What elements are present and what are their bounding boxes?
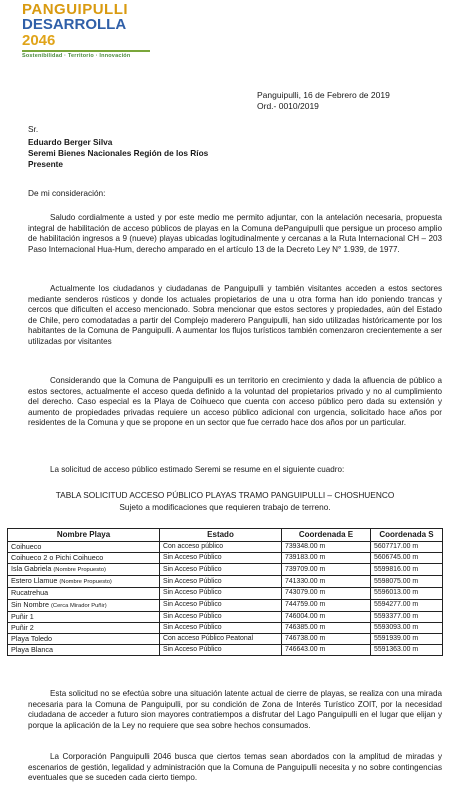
paragraph-4: La solicitud de acceso público estimado Seremi se resume en el siguiente cuadro: xyxy=(50,465,345,474)
cell-coord-e: 746385.00 m xyxy=(282,622,371,633)
letter-date: Panguipulli, 16 de Febrero de 2019 xyxy=(257,90,390,100)
closing-paragraph-1: Esta solicitud no se efectúa sobre una situación latente actual de cierre de playas, se realiza con una mirada necesaria para la Comuna de Panguipulli, por su condición de Zona de Interés Turístico ZOIT, por la necesidad ciudadana de acceder a futuro sion mayores contratiempos a disfrutar del Lago Panguipulli en el lugar que elijan y porque la aplicación de la Ley no requiere que sea sobre hechos consumados. xyxy=(28,689,442,730)
cell-estado: Con acceso Público Peatonal xyxy=(160,633,282,644)
table-row xyxy=(8,553,443,564)
beach-name: Estero Llamue xyxy=(11,576,60,586)
header-estado: Estado xyxy=(160,529,282,542)
beach-name-note: (Nombre Propuesto) xyxy=(53,567,106,574)
cell-estado: Con acceso público xyxy=(160,542,282,553)
logo-word: DESARROLLA xyxy=(22,16,126,33)
beach-name-note: (Cerca Mirador Puñir) xyxy=(50,602,107,609)
table-header-row xyxy=(8,529,443,542)
paragraph-3: Considerando que la Comuna de Panguipulli es un territorio en crecimiento y dada la afluencia de público a estos sectores, actualmente el acceso queda definido a la voluntad del propietarios privado y no al cumplimiento del derecho. Caso especial es la Playa de Coihueco que cuenta con acceso público pero dada su extensión y aumento de propiedades privadas requiere un acceso público adicional con urgencia, solicitado hace años por residentes de la Comuna y que se propone en un sector que fue cerrado hace dos años por un particular. xyxy=(28,376,442,428)
cell-nombre xyxy=(8,622,160,633)
beach-name: Rucatrehua xyxy=(11,588,49,598)
recipient-presente: Presente xyxy=(28,159,64,169)
header-nombre: Nombre Playa xyxy=(8,529,160,542)
cell-estado: Sin Acceso Público xyxy=(160,645,282,656)
table-row xyxy=(8,564,443,576)
beach-name: Isla Gabriela xyxy=(11,564,54,574)
cell-coord-s: 5598075.00 m xyxy=(371,576,443,588)
cell-nombre xyxy=(8,553,160,564)
cell-coord-s: 5591363.00 m xyxy=(371,645,443,656)
recipient-name: Eduardo Berger Silva xyxy=(28,137,113,147)
beach-name: Sin Nombre xyxy=(11,599,51,609)
cell-coord-e: 746643.00 m xyxy=(282,645,371,656)
cell-estado: Sin Acceso Público xyxy=(160,611,282,622)
logo-tagline: Sostenibilidad · Territorio · Innovación xyxy=(22,53,131,59)
cell-coord-e: 741330.00 m xyxy=(282,576,371,588)
cell-nombre xyxy=(8,564,160,576)
logo-line1: PANGUIPULLI xyxy=(22,1,129,18)
table-subtitle: Sujeto a modificaciones que requieren trabajo de terreno. xyxy=(119,502,331,512)
table-title: TABLA SOLICITUD ACCESO PÚBLICO PLAYAS TRAMO PANGUIPULLI – CHOSHUENCO xyxy=(55,490,395,500)
cell-estado: Sin Acceso Público xyxy=(160,599,282,611)
greeting: De mi consideración: xyxy=(28,188,106,198)
cell-coord-s: 5593377.00 m xyxy=(371,611,443,622)
cell-coord-e: 739348.00 m xyxy=(282,542,371,553)
cell-nombre xyxy=(8,576,160,588)
cell-nombre xyxy=(8,542,160,553)
header-coord-s: Coordenada S xyxy=(371,529,443,542)
table-row xyxy=(8,645,443,656)
table-row xyxy=(8,633,443,644)
beach-name: Coihueco xyxy=(11,542,42,552)
logo-year: 2046 xyxy=(22,32,56,49)
paragraph-2: Actualmente los ciudadanos y ciudadanas de Panguipulli y también visitantes acceden a estos sectores mediante senderos rústicos y donde los actuales propietarios de una u otra forma han ido poniendo trancas y cercos que dificulten el acceso mencionado. Sobra mencionar que estos sectores y propiedades, aún del Estado de Chile, pero comodatadas a partir del Complejo maderero Panguipulli, han sido utilizadas históricamente por los habitantes de la Comuna de Panguipulli. A aumentar los flujos turísticos también comenzaron crecientemente a ser utilizadas por visitantes xyxy=(28,284,442,346)
cell-nombre xyxy=(8,611,160,622)
table-row xyxy=(8,542,443,553)
closing-paragraph-2: La Corporación Panguipulli 2046 busca que ciertos temas sean abordados con la amplitud de miradas y escenarios de gestión, legalidad y administración que la Comuna de Panguipulli necesita y no sobre contingencias eventuales que se suceden cada cierto tiempo. xyxy=(28,752,442,783)
cell-estado: Sin Acceso Público xyxy=(160,564,282,576)
table-row xyxy=(8,622,443,633)
logo-line2 xyxy=(22,17,152,49)
cell-nombre xyxy=(8,645,160,656)
beach-name: Playa Toledo xyxy=(11,634,53,644)
beach-name: Puñir 1 xyxy=(11,611,34,621)
table-row xyxy=(8,576,443,588)
cell-coord-s: 5596013.00 m xyxy=(371,588,443,599)
beach-name-note: (Nombre Propuesto) xyxy=(59,579,112,586)
cell-coord-e: 746004.00 m xyxy=(282,611,371,622)
beach-name: Coihueco 2 o Pichi Coihueco xyxy=(11,553,104,563)
cell-coord-s: 5591939.00 m xyxy=(371,633,443,644)
recipient-title: Sr. xyxy=(28,124,39,134)
logo xyxy=(22,2,152,59)
cell-nombre xyxy=(8,599,160,611)
cell-nombre xyxy=(8,633,160,644)
recipient-office: Seremi Bienes Nacionales Región de los Ríos xyxy=(28,148,209,158)
cell-coord-e: 744759.00 m xyxy=(282,599,371,611)
cell-estado: Sin Acceso Público xyxy=(160,576,282,588)
cell-coord-e: 743079.00 m xyxy=(282,588,371,599)
letter-ord: Ord.- 0010/2019 xyxy=(257,101,319,111)
table-row xyxy=(8,588,443,599)
cell-estado: Sin Acceso Público xyxy=(160,588,282,599)
cell-coord-e: 739709.00 m xyxy=(282,564,371,576)
cell-coord-s: 5599816.00 m xyxy=(371,564,443,576)
cell-estado: Sin Acceso Público xyxy=(160,553,282,564)
paragraph-1: Saludo cordialmente a usted y por este medio me permito adjuntar, con la antelación necesaria, propuesta integral de habilitación de acceso públicos de playas en la Comuna dePanguipulli que persigue un proceso amplio de habilitación ingresos a 9 (nueve) playas ubicadas logitudinalmente y cercanas a la Ruta Internacional CH – 203 Paso Internacional Hua-Hum, derecho amparado en el artículo 13 de la Decreto Ley N° 1.939, de 1977. xyxy=(28,213,442,254)
table-row xyxy=(8,611,443,622)
beach-name: Playa Blanca xyxy=(11,645,53,655)
cell-coord-s: 5606745.00 m xyxy=(371,553,443,564)
cell-coord-e: 746738.00 m xyxy=(282,633,371,644)
table-row xyxy=(8,599,443,611)
logo-divider xyxy=(22,50,150,52)
cell-estado: Sin Acceso Público xyxy=(160,622,282,633)
header-coord-e: Coordenada E xyxy=(282,529,371,542)
cell-coord-s: 5607717.00 m xyxy=(371,542,443,553)
beach-name: Puñir 2 xyxy=(11,622,34,632)
beach-table xyxy=(7,528,443,656)
cell-coord-s: 5593093.00 m xyxy=(371,622,443,633)
cell-coord-e: 739183.00 m xyxy=(282,553,371,564)
cell-coord-s: 5594277.00 m xyxy=(371,599,443,611)
cell-nombre xyxy=(8,588,160,599)
